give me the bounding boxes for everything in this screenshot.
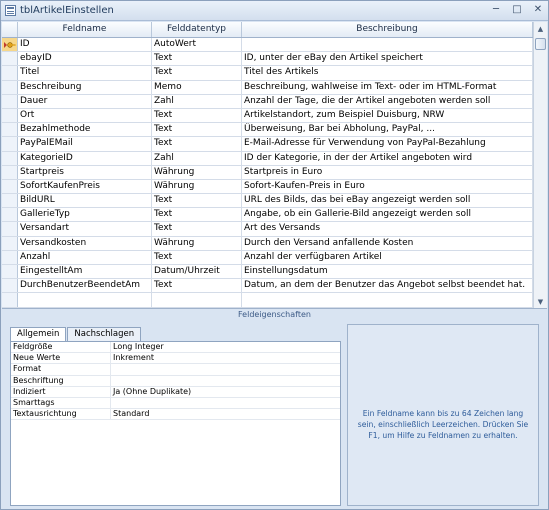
row-selector[interactable]	[2, 137, 18, 150]
property-row[interactable]	[11, 353, 340, 364]
field-name-cell[interactable]	[18, 293, 152, 306]
description-cell[interactable]: ID der Kategorie, in der der Artikel angeboten wird	[242, 152, 533, 165]
data-type-cell[interactable]: Zahl	[152, 95, 242, 108]
help-text: Ein Feldname kann bis zu 64 Zeichen lang sein, einschließlich Leerzeichen. Drücken Sie F1, um Hilfe zu Feldnamen zu erhalten.	[357, 408, 529, 440]
field-name-cell[interactable]: EingestelltAm	[18, 265, 152, 278]
property-name: Neue Werte	[11, 353, 111, 363]
data-type-cell[interactable]: Text	[152, 109, 242, 122]
data-type-cell[interactable]: Text	[152, 123, 242, 136]
property-name: Beschriftung	[11, 376, 111, 386]
row-selector[interactable]	[2, 123, 18, 136]
data-type-cell[interactable]: Datum/Uhrzeit	[152, 265, 242, 278]
property-row[interactable]	[11, 409, 340, 420]
data-type-cell[interactable]: Text	[152, 137, 242, 150]
row-selector[interactable]	[2, 95, 18, 108]
table-row[interactable]	[2, 166, 533, 180]
row-selector[interactable]	[2, 180, 18, 193]
row-selector[interactable]	[2, 265, 18, 278]
property-value[interactable]: Ja (Ohne Duplikate)	[113, 386, 192, 396]
table-row[interactable]	[2, 208, 533, 222]
data-type-cell[interactable]	[152, 293, 242, 306]
row-selector[interactable]	[2, 279, 18, 292]
description-cell[interactable]: Beschreibung, wahlweise im Text- oder im HTML-Format	[242, 81, 533, 94]
row-selector[interactable]	[2, 194, 18, 207]
description-cell[interactable]: Datum, an dem der Benutzer das Angebot selbst beendet hat.	[242, 279, 533, 292]
property-name: Textausrichtung	[11, 409, 111, 419]
table-row[interactable]	[2, 265, 533, 279]
property-value[interactable]: Standard	[113, 409, 150, 419]
description-cell[interactable]: Anzahl der Tage, die der Artikel angeboten werden soll	[242, 95, 533, 108]
data-type-cell[interactable]: Währung	[152, 166, 242, 179]
field-name-cell[interactable]: GallerieTyp	[18, 208, 152, 221]
description-cell[interactable]: URL des Bilds, das bei eBay angezeigt werden soll	[242, 194, 533, 207]
field-name-cell[interactable]: Ort	[18, 109, 152, 122]
description-cell[interactable]: Art des Versands	[242, 222, 533, 235]
row-selector[interactable]	[2, 109, 18, 122]
property-tabs	[10, 327, 142, 341]
data-type-cell[interactable]: Text	[152, 208, 242, 221]
field-name-cell[interactable]: Startpreis	[18, 166, 152, 179]
header-felddatentyp[interactable]: Felddatentyp	[152, 22, 242, 37]
data-type-cell[interactable]: Währung	[152, 180, 242, 193]
property-grid	[10, 341, 341, 506]
property-name: Format	[11, 364, 111, 374]
data-type-cell[interactable]: Text	[152, 66, 242, 79]
minimize-button[interactable]: ─	[492, 4, 500, 15]
table-row[interactable]	[2, 109, 533, 123]
data-type-cell[interactable]: Währung	[152, 237, 242, 250]
field-design-grid	[2, 22, 547, 309]
table-row[interactable]	[2, 152, 533, 166]
table-row[interactable]	[2, 222, 533, 236]
field-rows	[2, 38, 533, 309]
scroll-down-icon[interactable]: ▼	[537, 298, 544, 306]
table-row[interactable]	[2, 38, 533, 52]
data-type-cell[interactable]: Memo	[152, 81, 242, 94]
row-selector[interactable]	[2, 38, 18, 51]
description-cell[interactable]	[242, 293, 533, 306]
description-cell[interactable]: Titel des Artikels	[242, 66, 533, 79]
help-text-panel	[347, 324, 539, 506]
field-name-cell[interactable]: Bezahlmethode	[18, 123, 152, 136]
field-name-cell[interactable]: Versandart	[18, 222, 152, 235]
title-bar[interactable]	[1, 1, 548, 21]
row-selector[interactable]	[2, 81, 18, 94]
table-row[interactable]	[2, 180, 533, 194]
row-selector[interactable]	[2, 166, 18, 179]
property-value[interactable]: Long Integer	[113, 342, 164, 351]
data-type-cell[interactable]: Text	[152, 52, 242, 65]
grid-header	[2, 22, 533, 38]
tab-nachschlagen[interactable]: Nachschlagen	[67, 327, 141, 341]
close-button[interactable]: ✕	[533, 4, 543, 15]
field-name-cell[interactable]	[18, 308, 152, 309]
vertical-scrollbar[interactable]	[533, 22, 547, 309]
description-cell[interactable]: ID, unter der eBay den Artikel speichert	[242, 52, 533, 65]
description-cell[interactable]	[242, 38, 533, 51]
property-name: Indiziert	[11, 387, 111, 397]
table-row[interactable]	[2, 251, 533, 265]
table-row[interactable]	[2, 237, 533, 251]
data-type-cell[interactable]: Text	[152, 194, 242, 207]
data-type-cell[interactable]: Text	[152, 251, 242, 264]
table-row[interactable]	[2, 194, 533, 208]
row-selector[interactable]	[2, 222, 18, 235]
field-name-cell[interactable]: PayPalEMail	[18, 137, 152, 150]
row-selector[interactable]	[2, 66, 18, 79]
table-row[interactable]	[2, 137, 533, 151]
field-name-cell[interactable]: Versandkosten	[18, 237, 152, 250]
row-selector-header[interactable]	[2, 22, 18, 37]
data-type-cell[interactable]: AutoWert	[152, 38, 242, 51]
property-row[interactable]	[11, 364, 340, 375]
property-value[interactable]: Inkrement	[113, 353, 155, 363]
header-beschreibung[interactable]: Beschreibung	[242, 22, 533, 37]
description-cell[interactable]: Einstellungsdatum	[242, 265, 533, 278]
description-cell[interactable]: Durch den Versand anfallende Kosten	[242, 237, 533, 250]
data-type-cell[interactable]: Text	[152, 279, 242, 292]
field-name-cell[interactable]: ID	[18, 38, 152, 51]
primary-key-icon	[4, 40, 16, 50]
description-cell[interactable]: Überweisung, Bar bei Abholung, PayPal, ...	[242, 123, 533, 136]
field-name-cell[interactable]: Anzahl	[18, 251, 152, 264]
field-name-cell[interactable]: KategorieID	[18, 152, 152, 165]
tab-allgemein[interactable]: Allgemein	[10, 327, 66, 342]
data-type-cell[interactable]: Text	[152, 222, 242, 235]
field-name-cell[interactable]: DurchBenutzerBeendetAm	[18, 279, 152, 292]
description-cell[interactable]: Sofort-Kaufen-Preis in Euro	[242, 180, 533, 193]
property-value[interactable]	[111, 398, 339, 408]
property-name: Smarttags	[11, 398, 111, 408]
field-name-cell[interactable]: Dauer	[18, 95, 152, 108]
table-row[interactable]	[2, 52, 533, 66]
table-row[interactable]	[2, 123, 533, 137]
property-row[interactable]	[11, 342, 340, 353]
description-cell[interactable]: Artikelstandort, zum Beispiel Duisburg, NRW	[242, 109, 533, 122]
property-row[interactable]	[11, 376, 340, 387]
maximize-button[interactable]: □	[512, 4, 522, 15]
table-row[interactable]	[2, 95, 533, 109]
row-selector[interactable]	[2, 237, 18, 250]
description-cell[interactable]: Anzahl der verfügbaren Artikel	[242, 251, 533, 264]
property-value[interactable]	[111, 376, 339, 386]
row-selector[interactable]	[2, 152, 18, 165]
description-cell[interactable]	[242, 308, 533, 309]
data-type-cell[interactable]: Zahl	[152, 152, 242, 165]
row-selector[interactable]	[2, 52, 18, 65]
table-row[interactable]	[2, 66, 533, 80]
data-type-cell[interactable]	[152, 308, 242, 309]
window-title: tblArtikelEinstellen	[20, 5, 114, 16]
property-row[interactable]	[11, 398, 340, 409]
row-selector[interactable]	[2, 251, 18, 264]
field-properties-pane	[2, 320, 547, 509]
table-row[interactable]	[2, 279, 533, 293]
row-selector[interactable]	[2, 293, 18, 306]
field-name-cell[interactable]: ebayID	[18, 52, 152, 65]
property-value[interactable]	[111, 364, 339, 374]
table-row[interactable]	[2, 308, 533, 309]
description-cell[interactable]: E-Mail-Adresse für Verwendung von PayPal-Bezahlung	[242, 137, 533, 150]
scroll-up-icon[interactable]: ▲	[537, 25, 544, 33]
field-name-cell[interactable]: Titel	[18, 66, 152, 79]
table-icon	[5, 5, 16, 16]
table-row[interactable]	[2, 293, 533, 307]
row-selector[interactable]	[2, 208, 18, 221]
table-row[interactable]	[2, 81, 533, 95]
field-name-cell[interactable]: BildURL	[18, 194, 152, 207]
field-name-cell[interactable]: Beschreibung	[18, 81, 152, 94]
description-cell[interactable]: Angabe, ob ein Gallerie-Bild angezeigt werden soll	[242, 208, 533, 221]
property-row[interactable]	[11, 387, 340, 398]
field-name-cell[interactable]: SofortKaufenPreis	[18, 180, 152, 193]
row-selector[interactable]	[2, 308, 18, 309]
header-feldname[interactable]: Feldname	[18, 22, 152, 37]
scroll-thumb[interactable]	[535, 38, 546, 50]
field-properties-label: Feldeigenschaften	[238, 310, 311, 319]
property-name: Feldgröße	[11, 342, 111, 352]
description-cell[interactable]: Startpreis in Euro	[242, 166, 533, 179]
